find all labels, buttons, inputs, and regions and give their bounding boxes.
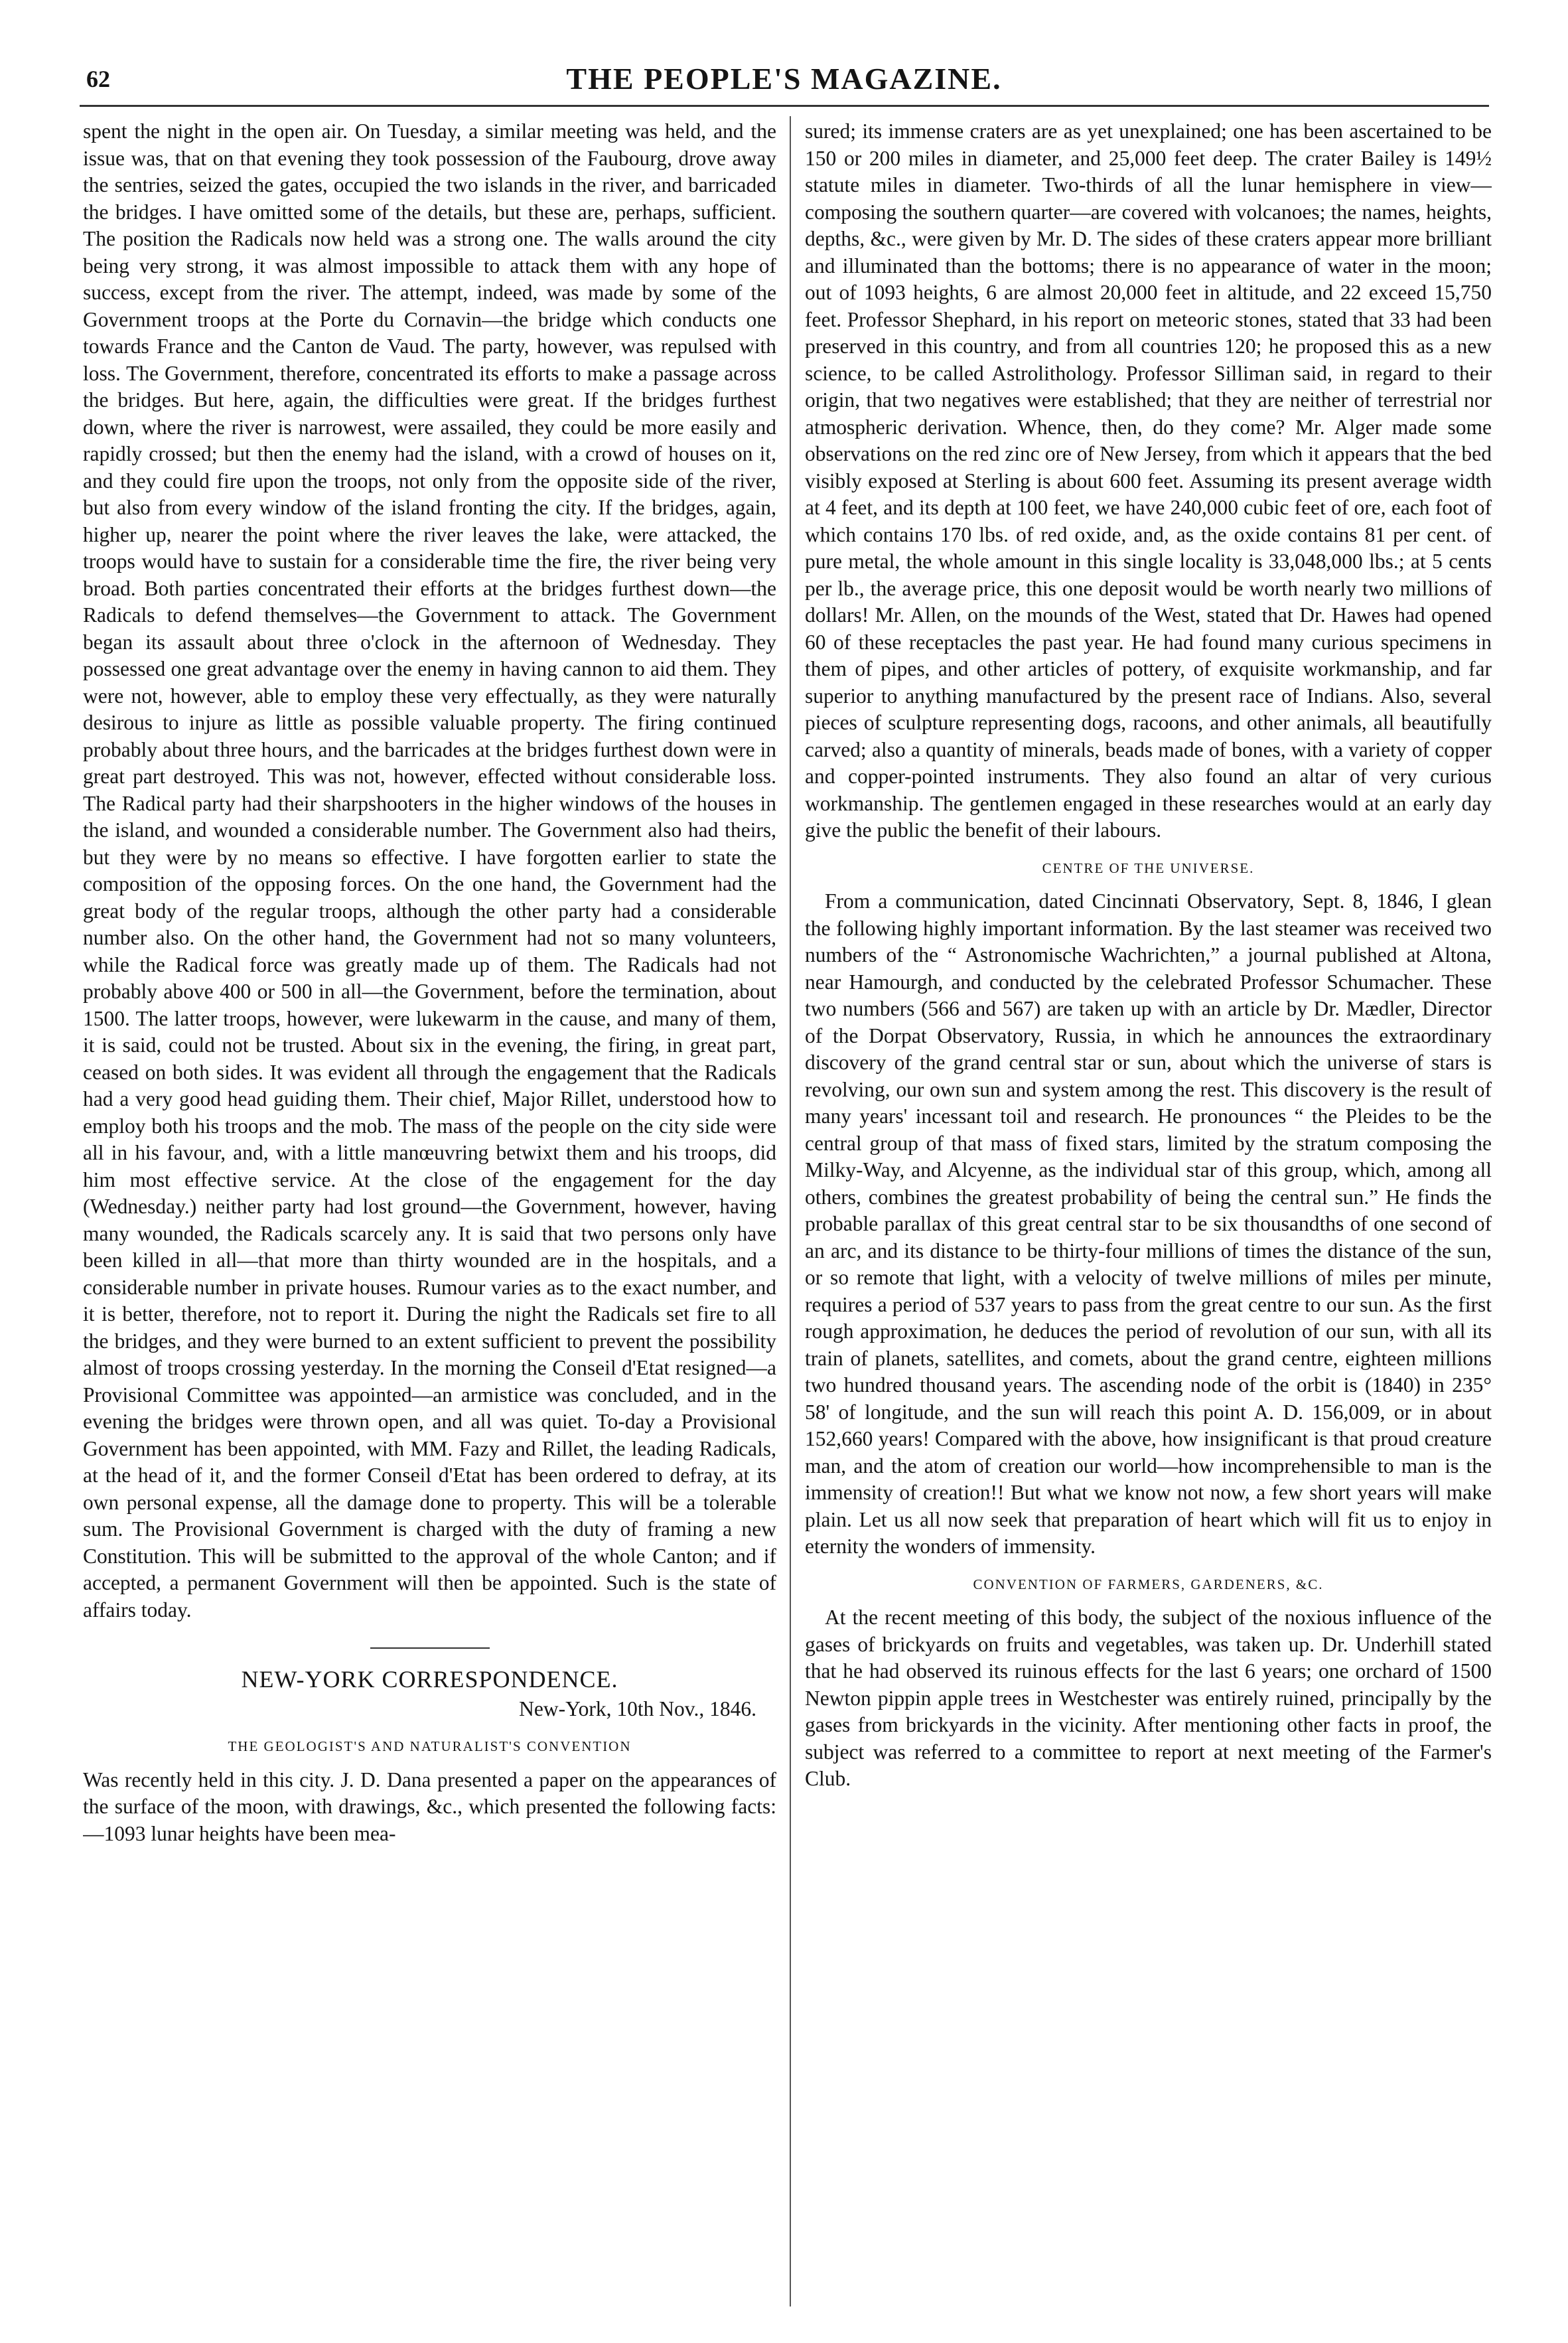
header-rule [80, 105, 1489, 107]
right-paragraph-1: sured; its immense craters are as yet unexplained; one has been ascertained to be 150 or 200 miles in diameter, and 25,000 feet deep. The crater Bailey is 149½ statute miles in diameter. Two-thirds of all the lunar hemisphere in view—composing the southern quarter—are covered with volcanoes; the names, heights, depths, &c., were given by Mr. D. The sides of these craters appear more brilliant and illuminated than the bottoms; there is no appearance of water in the moon; out of 1093 heights, 6 are almost 20,000 feet in altitude, and 22 exceed 15,750 feet. Professor Shephard, in his report on meteoric stones, stated that 33 had been preserved in this country, and from all countries 120; he proposed this as a new science, to be called Astrolithology. Professor Silliman said, in regard to their origin, that two negatives were established; that they are neither of terrestrial nor atmospheric derivation. Whence, then, do they come? Mr. Alger made some observations on the red zinc ore of New Jersey, from which it appears that the bed visibly exposed at Sterling is about 600 feet. Assuming its present average width at 4 feet, and its depth at 100 feet, we have 240,000 cubic feet of ore, each foot of which contains 170 lbs. of red oxide, and, as the oxide contains 81 per cent. of pure metal, the whole amount in this single locality is 33,048,000 lbs.; at 5 cents per lb., the average price, this one deposit would be worth nearly two millions of dollars! Mr. Allen, on the mounds of the West, stated that Dr. Hawes had opened 60 of these receptacles the past year. He had found many curious specimens in them of pipes, and other articles of pottery, of exquisite workmanship, and far superior to anything manufactured by the present race of Indians. Also, several pieces of sculpture representing dogs, racoons, and other animals, all beautifully carved; also a quantity of minerals, beads made of bones, with a variety of copper and copper-pointed instruments. They also found an altar of very curious workmanship. The gentlemen engaged in these researches would at an early day give the public the benefit of their labours. [805, 119, 1492, 842]
magazine-title: THE PEOPLE'S MAGAZINE. [566, 62, 1002, 96]
dateline: New-York, 10th Nov., 1846. [519, 1697, 756, 1720]
subheading-convention: THE GEOLOGIST'S AND NATURALIST'S CONVENTION [228, 1738, 632, 1754]
section-heading: NEW-YORK CORRESPONDENCE. [241, 1666, 618, 1693]
subheading-farmers-convention: CONVENTION OF FARMERS, GARDENERS, &C. [973, 1576, 1324, 1592]
right-column [805, 118, 1492, 2303]
left-paragraph-1: spent the night in the open air. On Tuesday, a similar meeting was held, and the issue was, that on that evening they took possession of the Faubourg, drove away the sentries, seized the gates, occupied the two islands in the river, and barricaded the bridges. I have omitted some of the details, but these are, perhaps, sufficient. The position the Radicals now held was a strong one. The walls around the city being very strong, it was almost impossible to attack them with any hope of success, except from the river. The attempt, indeed, was made by some of the Government troops at the Porte du Cornavin—the bridge which conducts one towards France and the Canton de Vaud. The party, however, was repulsed with loss. The Government, therefore, concentrated its efforts to make a passage across the bridges. But here, again, the difficulties were great. If the bridges furthest down, where the river is narrowest, were assailed, they could be more easily and rapidly crossed; but then the enemy had the island, with a crowd of houses on it, and they could fire upon the troops, not only from the opposite side of the river, but also from every window of the island fronting the city. If the bridges, again, higher up, nearer the point where the river leaves the lake, were attacked, the troops would have to sustain for a considerable time the fire, the river being very broad. Both parties concentrated their efforts at the bridges furthest down—the Radicals to defend themselves—the Government to attack. The Government began its assault about three o'clock in the afternoon of Wednesday. They possessed one great advantage over the enemy in having cannon to aid them. They were not, however, able to employ these very effectually, as they were naturally desirous to injure as little as possible valuable property. The firing continued probably about three hours, and the barricades at the bridges furthest down were in great part destroyed. This was not, however, effected without considerable loss. The Radical party had their sharpshooters in the higher windows of the houses in the island, and wounded a considerable number. The Government also had theirs, but they were by no means so effective. I have forgotten earlier to state the composition of the opposing forces. On the one hand, the Government had the great body of the regular troops, although the other party had a considerable number also. On the other hand, the Government had not so many volunteers, while the Radical force was greatly made up of them. The Radicals had not probably above 400 or 500 in all—the Government, before the termination, about 1500. The latter troops, however, were lukewarm in the cause, and many of them, it is said, could not be trusted. About six in the evening, the firing, in great part, ceased on both sides. It was evident all through the engagement that the Radicals had a very good head guiding them. Their chief, Major Rillet, understood how to employ both his troops and the mob. The mass of the people on the city side were all in his favour, and, with a little manœuvring betwixt them and his troops, did him most effective service. At the close of the engagement for the day (Wednesday.) neither party had lost ground—the Government, however, having many wounded, the Radicals scarcely any. It is said that two persons only have been killed in all—that more than thirty wounded are in the hospitals, and a considerable number in private houses. Rumour varies as to the exact number, and it is better, therefore, not to report it. During the night the Radicals set fire to all the bridges, and they were burned to an extent sufficient to prevent the possibility almost of troops crossing yesterday. In the morning the Conseil d'Etat resigned—a Provisional Committee was appointed—an armistice was concluded, and in the evening the bridges were thrown open, and all was quiet. To-day a Provisional Government has been appointed, with MM. Fazy and Rillet, the leading Radicals, at the head of it, and the former Conseil d'Etat has been ordered to defray, at its own personal expense, all the damage done to property. This will be a tolerable sum. The Provisional Government is charged with the duty of framing a new Constitution. This will be submitted to the approval of the whole Canton; and if accepted, a permanent Government will then be appointed. Such is the state of affairs today. [83, 119, 776, 1622]
left-paragraph-2: Was recently held in this city. J. D. Dana presented a paper on the appearances of the surface of the moon, with drawings, &c., which presented the following facts:—1093 lunar heights have been mea- [83, 1768, 776, 1845]
subheading-centre-of-universe: CENTRE OF THE UNIVERSE. [1042, 860, 1255, 876]
section-divider [370, 1647, 490, 1649]
right-paragraph-3: At the recent meeting of this body, the subject of the noxious influence of the gases of brickyards on fruits and vegetables, was taken up. Dr. Underhill stated that he had observed its ruinous effects for the last 6 years; one orchard of 1500 Newton pippin apple trees in Westchester was entirely ruined, principally by the gases from brickyards in the vicinity. After mentioning other facts in proof, the subject was referred to a committee to report at next meeting of the Farmer's Club. [805, 1606, 1492, 1790]
column-divider [790, 116, 791, 2306]
left-column [83, 118, 776, 2303]
right-paragraph-2: From a communication, dated Cincinnati Observatory, Sept. 8, 1846, I glean the following highly important information. By the last steamer was received two numbers of the “ Astronomische Wachrichten,” a journal published at Altona, near Hamourgh, and conducted by the celebrated Professor Schumacher. These two numbers (566 and 567) are taken up with an article by Dr. Mædler, Director of the Dorpat Observatory, Russia, in which he announces the extraordinary discovery of the grand central star or sun, about which the universe of stars is revolving, our own sun and system among the rest. This discovery is the result of many years' incessant toil and research. He pronounces “ the Pleides to be the central group of that mass of fixed stars, limited by the stratum composing the Milky-Way, and Alcyenne, as the individual star of this group, which, among all others, combines the greatest probability of being the central sun.” He finds the probable parallax of this great central star to be six thousandths of one second of an arc, and its distance to be thirty-four millions of times the distance of the sun, or so remote that light, with a velocity of twelve millions of miles per minute, requires a period of 537 years to pass from the great centre to our sun. As the first rough approximation, he deduces the period of revolution of our sun, with all its train of planets, satellites, and comets, about the grand centre, eighteen millions two hundred thousand years. The ascending node of the orbit is (1840) in 235° 58' of longitude, and the sun will reach this point A. D. 156,009, or in about 152,660 years! Compared with the above, how insignificant is that proud creature man, and the atom of creation our world—how incomprehensible to man is the immensity of creation!! But what we know not now, a few short years will make plain. Let us all now seek that preparation of heart which will fit us to enjoy in eternity the wonders of immensity. [805, 889, 1492, 1558]
page-number: 62 [86, 66, 110, 92]
